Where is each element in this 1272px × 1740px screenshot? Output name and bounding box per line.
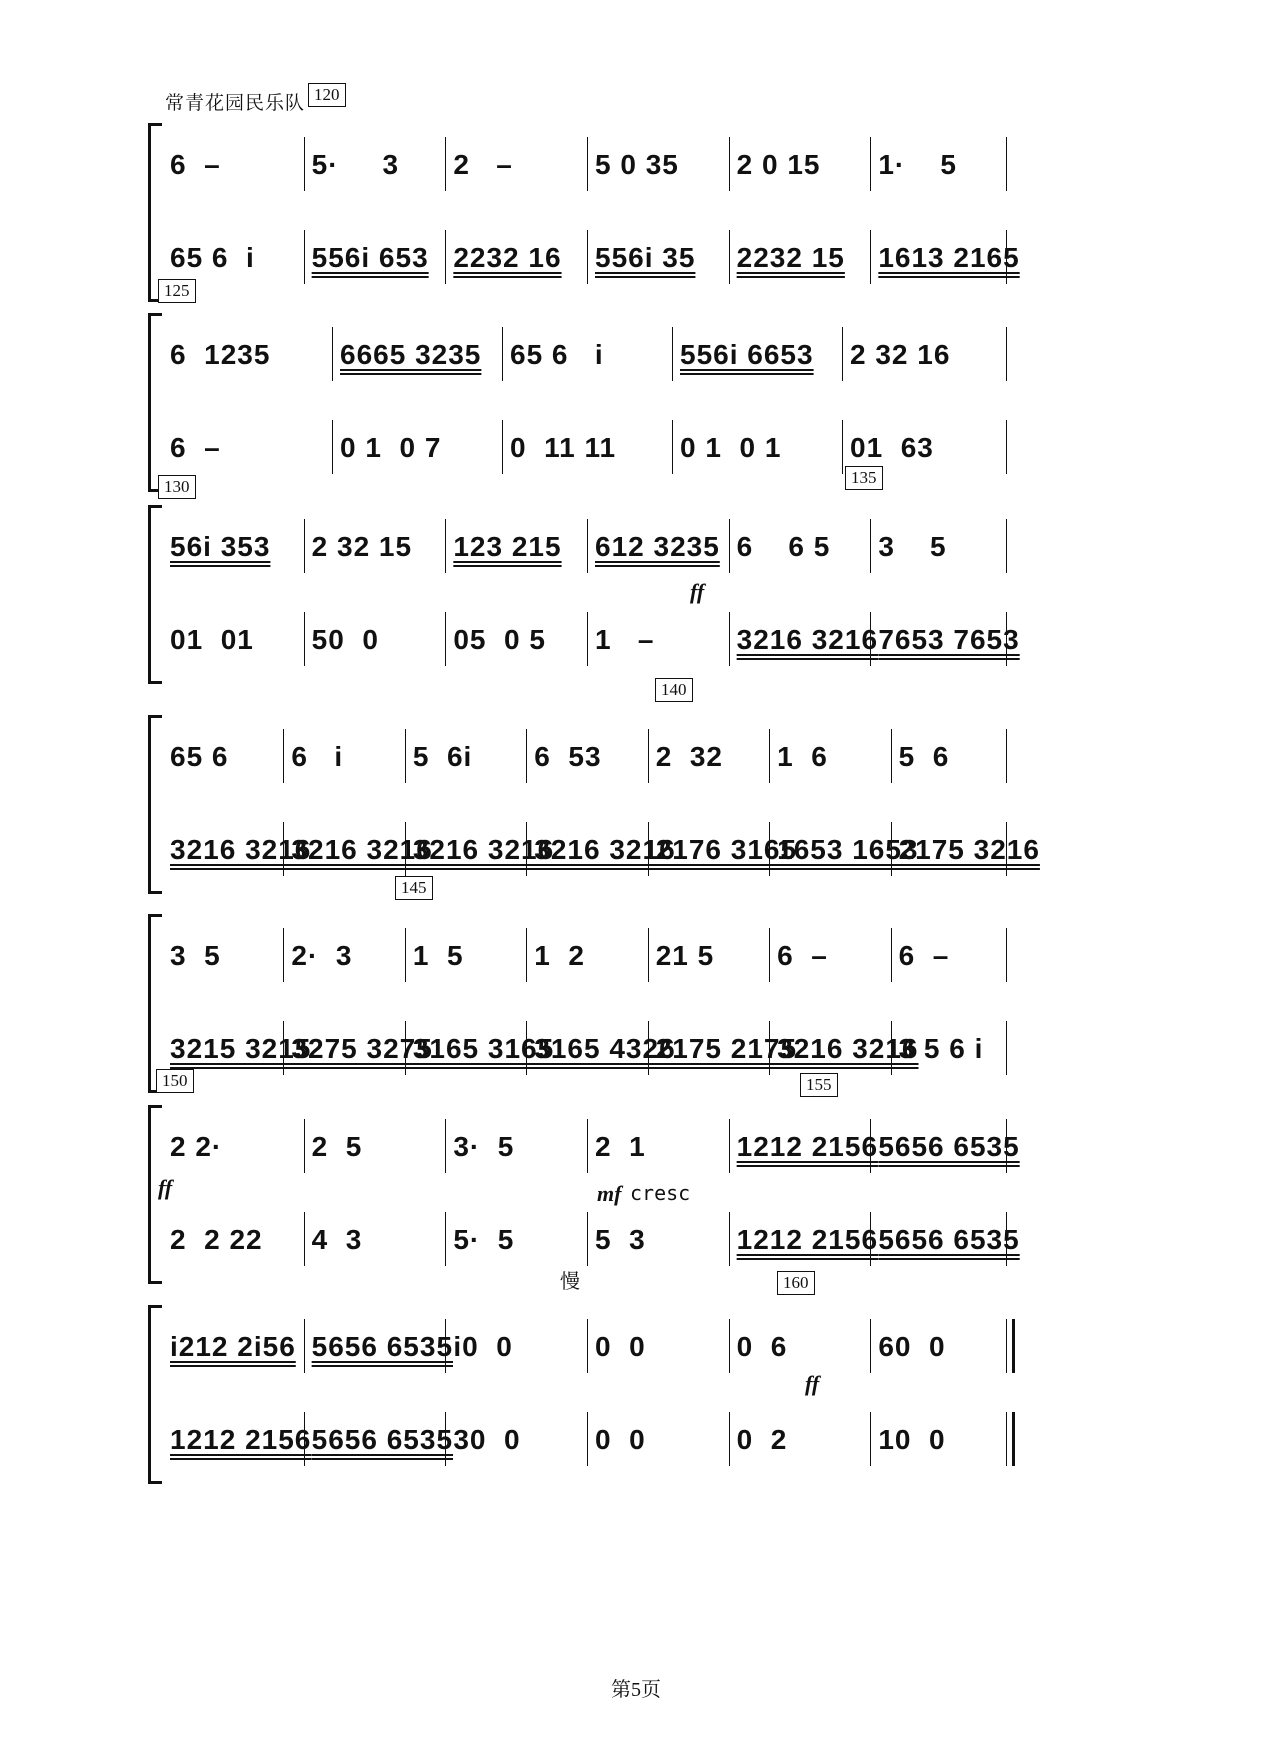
barline bbox=[729, 1119, 730, 1173]
measure-notes: 4 3 bbox=[311, 1224, 363, 1255]
score-system bbox=[150, 680, 1130, 886]
upper-staff bbox=[162, 1323, 1012, 1371]
barline bbox=[870, 137, 871, 191]
upper-staff bbox=[162, 1123, 1020, 1171]
measure-number-box: 130 bbox=[158, 475, 196, 499]
measure-notes: 3216 3216 bbox=[777, 1033, 919, 1064]
measure-notes: 5656 6535 bbox=[311, 1424, 454, 1455]
barline bbox=[502, 327, 503, 381]
barline bbox=[332, 327, 333, 381]
measure-notes: 65 6 bbox=[170, 741, 229, 772]
upper-staff bbox=[162, 733, 1012, 781]
dynamic-marking: ff bbox=[158, 1175, 173, 1200]
barline bbox=[1006, 1119, 1007, 1173]
barline bbox=[870, 1319, 871, 1373]
measure-number-box: 145 bbox=[395, 876, 433, 900]
measure-notes: 5656 6535 bbox=[878, 1131, 1020, 1162]
barline bbox=[1006, 1212, 1007, 1266]
barline bbox=[729, 230, 730, 284]
measure-notes: 1 6 bbox=[777, 741, 828, 772]
barline bbox=[729, 1412, 730, 1466]
barline bbox=[445, 1412, 446, 1466]
barline bbox=[304, 519, 305, 573]
barline bbox=[526, 928, 527, 982]
barline bbox=[870, 519, 871, 573]
barline bbox=[445, 519, 446, 573]
barline bbox=[842, 420, 843, 474]
dynamic-marking: mf bbox=[597, 1181, 622, 1206]
barline bbox=[1006, 822, 1007, 876]
measure-notes: 3215 3215 bbox=[170, 1033, 312, 1064]
barline bbox=[405, 822, 406, 876]
measure-notes: 2176 3165 bbox=[655, 834, 798, 865]
upper-staff bbox=[162, 932, 1012, 980]
measure-notes: 2232 16 bbox=[453, 242, 562, 273]
measure-notes: 01 01 bbox=[170, 624, 254, 655]
measure-notes: 5· 3 bbox=[311, 149, 400, 180]
measure-notes: 1 5 bbox=[412, 940, 464, 971]
measure-notes: 1613 2165 bbox=[878, 242, 1020, 273]
measure-number-box: 125 bbox=[158, 279, 196, 303]
measure-notes: 56i 353 bbox=[170, 531, 271, 562]
measure-notes: 123 215 bbox=[453, 531, 562, 562]
barline bbox=[729, 137, 730, 191]
barline bbox=[769, 729, 770, 783]
barline bbox=[769, 1021, 770, 1075]
measure-notes: 5 0 35 bbox=[595, 149, 679, 180]
score-system bbox=[150, 1269, 1130, 1476]
barline bbox=[304, 1412, 305, 1466]
score-system bbox=[150, 878, 1130, 1085]
upper-staff bbox=[162, 141, 1012, 189]
measure-notes: 6 – bbox=[777, 940, 828, 971]
measure-notes: 3216 3216 bbox=[412, 834, 555, 865]
measure-number-box: 160 bbox=[777, 1271, 815, 1295]
measure-number-box: 120 bbox=[308, 83, 346, 107]
measure-notes: 60 0 bbox=[878, 1331, 946, 1362]
page-number: 第5页 bbox=[611, 1679, 661, 1701]
measure-notes: 50 0 bbox=[311, 624, 379, 655]
barline bbox=[405, 729, 406, 783]
measure-notes: 6 – bbox=[170, 432, 221, 463]
measure-notes: i0 0 bbox=[453, 1331, 513, 1362]
measure-notes: 6 i bbox=[291, 741, 344, 772]
measure-notes: 2 32 bbox=[655, 741, 723, 772]
measure-notes: 2· 3 bbox=[291, 940, 353, 971]
barline bbox=[1006, 612, 1007, 666]
measure-notes: 2 32 15 bbox=[311, 531, 413, 562]
barline bbox=[587, 1319, 588, 1373]
measure-notes: 2175 2175 bbox=[655, 1033, 798, 1064]
measure-notes: i212 2i56 bbox=[170, 1331, 296, 1362]
barline bbox=[729, 1319, 730, 1373]
barline bbox=[304, 1319, 305, 1373]
measure-notes: 0 6 bbox=[736, 1331, 788, 1362]
measure-notes: 10 0 bbox=[878, 1424, 946, 1455]
measure-notes: 0 0 bbox=[595, 1424, 646, 1455]
barline bbox=[870, 612, 871, 666]
score-system bbox=[150, 468, 1130, 676]
barline bbox=[283, 822, 284, 876]
barline bbox=[1006, 519, 1007, 573]
barline bbox=[445, 1319, 446, 1373]
measure-notes: 1· 5 bbox=[878, 149, 957, 180]
barline bbox=[1006, 729, 1007, 783]
measure-number-box: 150 bbox=[156, 1069, 194, 1093]
measure-notes: 6 – bbox=[170, 149, 221, 180]
measure-number-box: 155 bbox=[800, 1073, 838, 1097]
measure-notes: 5 6 bbox=[898, 741, 950, 772]
barline bbox=[445, 612, 446, 666]
measure-notes: 3216 3216 bbox=[291, 834, 433, 865]
barline bbox=[283, 928, 284, 982]
barline bbox=[891, 729, 892, 783]
barline bbox=[729, 519, 730, 573]
measure-notes: 5· 5 bbox=[453, 1224, 515, 1255]
measure-notes: 2232 15 bbox=[736, 242, 845, 273]
upper-staff bbox=[162, 523, 1012, 571]
barline bbox=[672, 327, 673, 381]
dynamic-marking: ff bbox=[805, 1371, 820, 1396]
barline bbox=[445, 137, 446, 191]
measure-notes: 3· 5 bbox=[453, 1131, 515, 1162]
lower-staff bbox=[162, 234, 1020, 282]
barline bbox=[648, 1021, 649, 1075]
measure-notes: 1 – bbox=[595, 624, 655, 655]
barline bbox=[1006, 1412, 1015, 1466]
lower-staff bbox=[162, 1025, 1012, 1073]
measure-notes: 3216 3216 bbox=[534, 834, 676, 865]
measure-notes: 3216 3216 bbox=[736, 624, 879, 655]
barline bbox=[526, 822, 527, 876]
barline bbox=[526, 1021, 527, 1075]
lower-staff bbox=[162, 1216, 1020, 1264]
barline bbox=[304, 612, 305, 666]
measure-notes: 0 1 0 7 bbox=[340, 432, 442, 463]
measure-notes: 2 5 bbox=[311, 1131, 363, 1162]
barline bbox=[842, 327, 843, 381]
barline bbox=[304, 230, 305, 284]
barline bbox=[304, 1119, 305, 1173]
measure-notes: 5 3 bbox=[595, 1224, 646, 1255]
barline bbox=[587, 137, 588, 191]
upper-staff bbox=[162, 331, 1012, 379]
measure-notes: 5 6i bbox=[412, 741, 473, 772]
barline bbox=[769, 822, 770, 876]
barline bbox=[672, 420, 673, 474]
lower-staff bbox=[162, 1416, 1012, 1464]
measure-notes: 65 6 i bbox=[510, 339, 604, 370]
measure-notes: 3 5 bbox=[878, 531, 947, 562]
barline bbox=[870, 1212, 871, 1266]
measure-notes: 0 2 bbox=[736, 1424, 788, 1455]
measure-notes: 1653 1653 bbox=[777, 834, 919, 865]
barline bbox=[587, 1412, 588, 1466]
barline bbox=[587, 230, 588, 284]
expression-text: cresc bbox=[630, 1181, 691, 1205]
barline bbox=[502, 420, 503, 474]
barline bbox=[891, 822, 892, 876]
barline bbox=[870, 1119, 871, 1173]
barline bbox=[870, 230, 871, 284]
measure-notes: 30 0 bbox=[453, 1424, 521, 1455]
measure-notes: 2 32 16 bbox=[850, 339, 951, 370]
barline bbox=[1006, 327, 1007, 381]
measure-notes: 3165 3165 bbox=[412, 1033, 555, 1064]
measure-number-box: 140 bbox=[655, 678, 693, 702]
measure-notes: 556i 35 bbox=[595, 242, 696, 273]
measure-notes: 3165 4326 bbox=[534, 1033, 676, 1064]
measure-notes: 3 5 bbox=[170, 940, 221, 971]
dynamic-marking: ff bbox=[690, 579, 705, 604]
barline bbox=[283, 1021, 284, 1075]
barline bbox=[891, 1021, 892, 1075]
barline bbox=[304, 1212, 305, 1266]
measure-notes: 1212 2156 bbox=[736, 1224, 879, 1255]
barline bbox=[526, 729, 527, 783]
barline bbox=[587, 1212, 588, 1266]
page-header-title: 常青花园民乐队 bbox=[165, 92, 306, 114]
barline bbox=[1006, 1319, 1015, 1373]
barline bbox=[729, 612, 730, 666]
barline bbox=[1006, 1021, 1007, 1075]
barline bbox=[870, 1412, 871, 1466]
measure-number-box: 135 bbox=[845, 466, 883, 490]
lower-staff bbox=[162, 616, 1020, 664]
measure-notes: 3216 3216 bbox=[170, 834, 312, 865]
measure-notes: 7653 7653 bbox=[878, 624, 1020, 655]
barline bbox=[1006, 230, 1007, 284]
barline bbox=[405, 1021, 406, 1075]
measure-notes: 3 5 6 i bbox=[898, 1033, 984, 1064]
barline bbox=[769, 928, 770, 982]
measure-notes: 2 0 15 bbox=[736, 149, 821, 180]
measure-notes: 3275 3275 bbox=[291, 1033, 433, 1064]
tempo-marking: 慢 bbox=[560, 1269, 580, 1293]
measure-notes: 556i 6653 bbox=[680, 339, 814, 370]
measure-notes: 0 1 0 1 bbox=[680, 432, 782, 463]
barline bbox=[648, 822, 649, 876]
barline bbox=[304, 137, 305, 191]
measure-notes: 612 3235 bbox=[595, 531, 720, 562]
barline bbox=[648, 928, 649, 982]
measure-notes: 21 5 bbox=[655, 940, 715, 971]
barline bbox=[332, 420, 333, 474]
measure-notes: 2 – bbox=[453, 149, 513, 180]
measure-notes: 1212 2156 bbox=[736, 1131, 879, 1162]
measure-notes: 556i 653 bbox=[311, 242, 429, 273]
measure-notes: 2 2· bbox=[170, 1131, 223, 1162]
measure-notes: 5656 6535 bbox=[878, 1224, 1020, 1255]
barline bbox=[1006, 928, 1007, 982]
measure-notes: 6 53 bbox=[534, 741, 602, 772]
barline bbox=[405, 928, 406, 982]
barline bbox=[587, 519, 588, 573]
measure-notes: 6 6 5 bbox=[736, 531, 831, 562]
lower-staff bbox=[162, 826, 1040, 874]
measure-notes: 1212 2156 bbox=[170, 1424, 312, 1455]
measure-notes: 0 11 11 bbox=[510, 432, 617, 463]
lower-staff bbox=[162, 424, 1012, 472]
barline bbox=[283, 729, 284, 783]
barline bbox=[729, 1212, 730, 1266]
measure-notes: 6 – bbox=[898, 940, 950, 971]
measure-notes: 1 2 bbox=[534, 940, 585, 971]
barline bbox=[1006, 137, 1007, 191]
barline bbox=[445, 230, 446, 284]
measure-notes: 01 63 bbox=[850, 432, 934, 463]
measure-notes: 6 1235 bbox=[170, 339, 271, 370]
score-system bbox=[150, 281, 1130, 484]
barline bbox=[587, 612, 588, 666]
barline bbox=[1006, 420, 1007, 474]
barline bbox=[648, 729, 649, 783]
measure-notes: 2 1 bbox=[595, 1131, 646, 1162]
score-system bbox=[150, 1071, 1130, 1276]
measure-notes: 5656 6535 bbox=[311, 1331, 454, 1362]
barline bbox=[445, 1212, 446, 1266]
measure-notes: 05 0 5 bbox=[453, 624, 546, 655]
measure-notes: 6665 3235 bbox=[340, 339, 482, 370]
measure-notes: 2175 3216 bbox=[898, 834, 1040, 865]
measure-notes: 65 6 i bbox=[170, 242, 255, 273]
barline bbox=[587, 1119, 588, 1173]
measure-notes: 0 0 bbox=[595, 1331, 646, 1362]
barline bbox=[445, 1119, 446, 1173]
measure-notes: 2 2 22 bbox=[170, 1224, 263, 1255]
barline bbox=[891, 928, 892, 982]
